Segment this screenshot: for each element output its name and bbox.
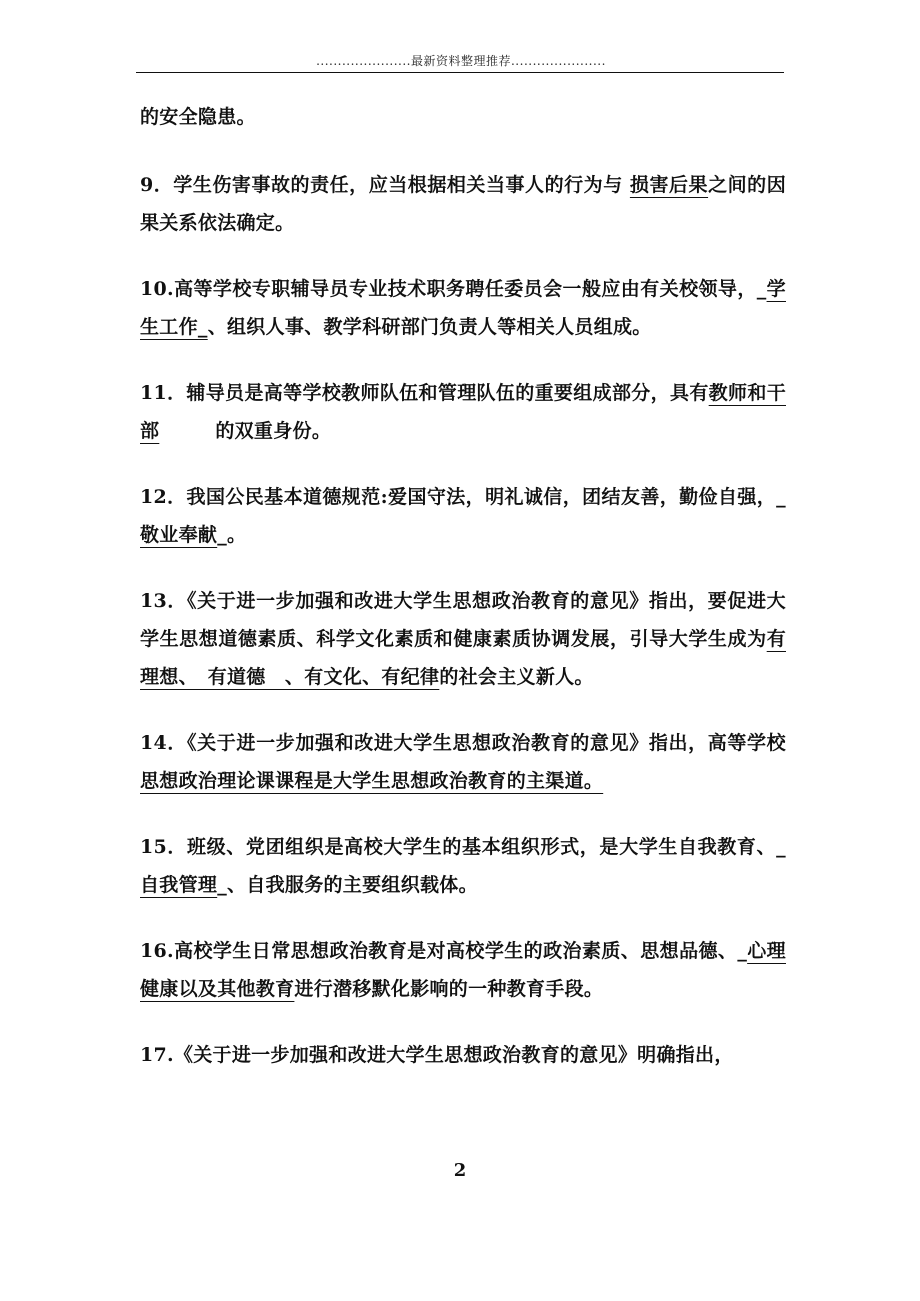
paragraph-continuation: 的安全隐患。 [140, 106, 256, 128]
content-body [140, 98, 786, 1102]
header-rule [136, 72, 784, 73]
question-9: 9．学生伤害事故的责任，应当根据相关当事人的行为与 损害后果之间的因果关系依法确定。 [140, 174, 787, 234]
answer-blank: 损害后果 [629, 174, 709, 196]
question-15: 15．班级、党团组织是高校大学生的基本组织形式，是大学生自我教育、_自我管理_、自我服务的主要组织载体。 [140, 836, 786, 896]
page-header: ......................最新资料整理推荐...................... [316, 54, 606, 68]
answer-blank: 教师和干部 [140, 382, 786, 442]
question-11: 11．辅导员是高等学校教师队伍和管理队伍的重要组成部分，具有教师和干部 的双重身份。 [140, 382, 786, 442]
answer-blank: 心理健康以及其他教育 [140, 940, 786, 1000]
question-17: 17.《关于进一步加强和改进大学生思想政治教育的意见》明确指出， [140, 1044, 734, 1066]
question-10: 10.高等学校专职辅导员专业技术职务聘任委员会一般应由有关校领导，_学生工作_、组织人事、教学科研部门负责人等相关人员组成。 [140, 278, 786, 338]
answer-blank: 思想政治理论课课程是大学生思想政治教育的主渠道。 [140, 770, 604, 792]
answer-blank: 有理想、 有道德 、有文化、有纪律 [140, 628, 786, 688]
question-13: 13．《关于进一步加强和改进大学生思想政治教育的意见》指出，要促进大学生思想道德素质、科学文化素质和健康素质协调发展，引导大学生成为有理想、 有道德 、有文化、有纪律的社会主义新人。 [140, 590, 786, 688]
page-number: 2 [453, 1160, 467, 1181]
answer-blank: 自我管理 [140, 874, 218, 896]
answer-blank: 敬业奉献 [140, 524, 218, 546]
question-16: 16.高校学生日常思想政治教育是对高校学生的政治素质、思想品德、_心理健康以及其他教育进行潜移默化影响的一种教育手段。 [140, 940, 786, 1000]
question-14: 14．《关于进一步加强和改进大学生思想政治教育的意见》指出，高等学校思想政治理论课课程是大学生思想政治教育的主渠道。 [140, 732, 786, 792]
question-12: 12．我国公民基本道德规范:爱国守法，明礼诚信，团结友善，勤俭自强，_敬业奉献_。 [140, 486, 786, 546]
answer-blank: 学生工作_ [140, 278, 786, 338]
